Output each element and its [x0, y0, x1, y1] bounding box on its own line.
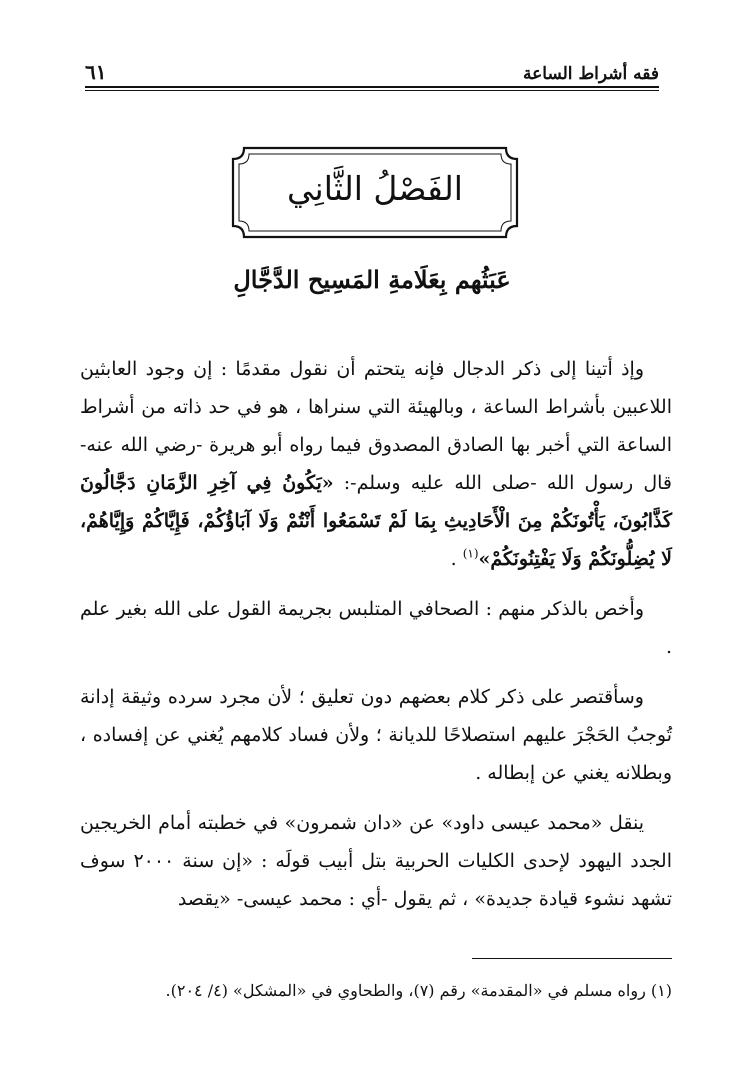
- paragraph-1-intro: وإذ أتينا إلى ذكر الدجال فإنه يتحتم أن نقول مقدمًا : إن وجود العابثين اللاعبين بأشراط الساعة ، وبالهيئة التي سنراها ، هو في حد ذاته من أشراط الساعة التي أخبر بها الصادق المصدوق فيما رواه أبو هريرة -رضي الله عنه-قال رسول الله -صلى الله عليه وسلم-:: [80, 358, 672, 494]
- footnote-rule: [472, 958, 672, 959]
- hadith-quote: «يَكُونُ فِي آخِرِ الزَّمَانِ دَجَّالُونَ كَذَّابُونَ، يَأْتُونَكُمْ مِنَ الْأَحَادِيثِ بِمَا لَمْ تَسْمَعُوا أَنْتُمْ وَلَا آبَاؤُكُمْ، فَإِيَّاكُمْ وَإِيَّاهُمْ، لَا يُضِلُّونَكُمْ وَلَا يَفْتِنُونَكُمْ»: [80, 472, 672, 570]
- paragraph-1: [80, 350, 672, 578]
- header-rule-thin: [85, 90, 659, 91]
- body-text: [80, 350, 672, 930]
- chapter-title: الفَصْلُ الثَّانِي: [287, 169, 463, 208]
- footnote: (١) رواه مسلم في «المقدمة» رقم (٧)، والطحاوي في «المشكل» (٤/ ٢٠٤).: [165, 981, 672, 1000]
- paragraph-1-end: .: [450, 548, 463, 570]
- paragraph-4: ينقل «محمد عيسى داود» عن «دان شمرون» في خطبته أمام الخريجين الجدد اليهود لإحدى الكليات الحربية بتل أبيب قولَه : «إن سنة ٢٠٠٠ سوف تشهد نشوء قيادة جديدة» ، ثم يقول -أي : محمد عيسى- «يقصد: [80, 812, 672, 910]
- footnote-marker: (١): [462, 546, 479, 561]
- paragraph-2: وأخص بالذكر منهم : الصحافي المتلبس بجريمة القول على الله بغير علم .: [80, 598, 672, 658]
- chapter-title-frame: [230, 145, 520, 240]
- book-title: فقه أشراط الساعة: [523, 64, 659, 84]
- paragraph-3: وسأقتصر على ذكر كلام بعضهم دون تعليق ؛ لأن مجرد سرده وثيقة إدانة تُوجبُ الحَجْرَ عليهم استصلاحًا للديانة ؛ ولأن فساد كلامهم يُغني عن إفساده ، وبطلانه يغني عن إبطاله .: [80, 686, 672, 784]
- running-head: [85, 58, 659, 84]
- page-number: ٦١: [85, 60, 107, 84]
- header-rule-thick: [85, 86, 659, 88]
- section-title: عَبَثُهم بِعَلَامةِ المَسِيح الدَّجَّالِ: [233, 265, 511, 294]
